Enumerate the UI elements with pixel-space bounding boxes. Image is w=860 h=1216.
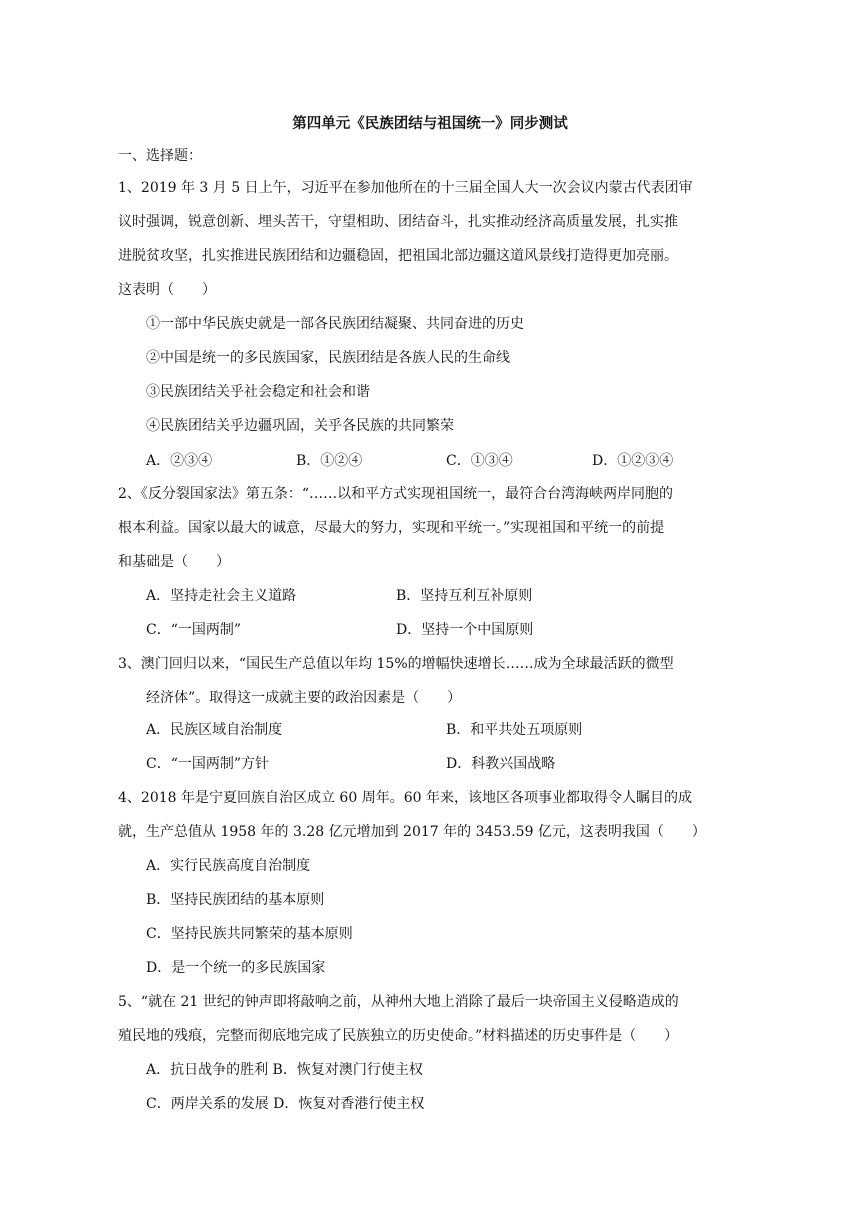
q1-statement-1: ①一部中华民族史就是一部各民族团结凝聚、共同奋进的历史 [146, 316, 524, 332]
q1-statement-2: ②中国是统一的多民族国家，民族团结是各族人民的生命线 [146, 350, 510, 366]
q5-options-cd: C．两岸关系的发展 D．恢复对香港行使主权 [146, 1096, 425, 1112]
q2-option-d: D．坚持一个中国原则 [396, 622, 534, 638]
q1-stem-line-4: 这表明（ ） [118, 282, 216, 298]
q4-option-d: D．是一个统一的多民族国家 [146, 960, 326, 976]
q4-stem-line-1: 4、2018 年是宁夏回族自治区成立 60 周年。60 年来，该地区各项事业都取得令人瞩目的成 [118, 790, 692, 806]
q2-stem-line-3: 和基础是（ ） [118, 554, 230, 570]
q2-option-c: C．“一国两制” [146, 622, 242, 638]
q3-stem-line-1: 3、澳门回归以来，“国民生产总值以年均 15%的增幅快速增长……成为全球最活跃的微型 [118, 656, 674, 672]
q3-option-b: B．和平共处五项原则 [446, 722, 583, 738]
q1-statement-3: ③民族团结关乎社会稳定和社会和谐 [146, 384, 370, 400]
q4-option-a: A．实行民族高度自治制度 [146, 858, 311, 874]
section-heading: 一、选择题： [118, 148, 202, 164]
q2-stem-line-2: 根本利益。国家以最大的诚意，尽最大的努力，实现和平统一。”实现祖国和平统一的前提 [118, 520, 665, 536]
q3-option-c: C．“一国两制”方针 [146, 756, 270, 772]
q3-option-d: D．科教兴国战略 [446, 756, 556, 772]
q5-stem-line-1: 5、“就在 21 世纪的钟声即将敲响之前，从神州大地上消除了最后一块帝国主义侵略造成的 [118, 994, 679, 1010]
q4-option-b: B．坚持民族团结的基本原则 [146, 892, 325, 908]
q1-option-a: A．②③④ [146, 453, 213, 469]
q3-stem-line-2: 经济体”。取得这一成就主要的政治因素是（ ） [146, 690, 462, 706]
q1-option-b: B．①②④ [296, 453, 363, 469]
q1-option-d: D．①②③④ [592, 453, 674, 469]
q2-option-b: B．坚持互利互补原则 [396, 588, 533, 604]
page-title: 第四单元《民族团结与祖国统一》同步测试 [292, 115, 568, 132]
q4-option-c: C．坚持民族共同繁荣的基本原则 [146, 926, 353, 942]
q1-stem-line-1: 1、2019 年 3 月 5 日上午，习近平在参加他所在的十三届全国人大一次会议内蒙古代表团审 [118, 180, 693, 196]
q2-option-a: A．坚持走社会主义道路 [146, 588, 297, 604]
q2-stem-line-1: 2、《反分裂国家法》第五条：“……以和平方式实现祖国统一，最符合台湾海峡两岸同胞的 [118, 486, 674, 502]
q1-stem-line-2: 议时强调，锐意创新、埋头苦干，守望相助、团结奋斗，扎实推动经济高质量发展，扎实推 [118, 214, 678, 230]
q4-stem-line-2: 就，生产总值从 1958 年的 3.28 亿元增加到 2017 年的 3453.59 亿元，这表明我国（ ） [118, 824, 706, 840]
q1-statement-4: ④民族团结关乎边疆巩固，关乎各民族的共同繁荣 [146, 418, 454, 434]
q1-option-c: C．①③④ [446, 453, 513, 469]
q5-options-ab: A．抗日战争的胜利 B．恢复对澳门行使主权 [146, 1062, 423, 1078]
q3-option-a: A．民族区域自治制度 [146, 722, 283, 738]
q5-stem-line-2: 殖民地的残痕，完整而彻底地完成了民族独立的历史使命。”材料描述的历史事件是（ ） [118, 1028, 679, 1044]
q1-stem-line-3: 进脱贫攻坚，扎实推进民族团结和边疆稳固，把祖国北部边疆这道风景线打造得更加亮丽。 [118, 248, 678, 264]
